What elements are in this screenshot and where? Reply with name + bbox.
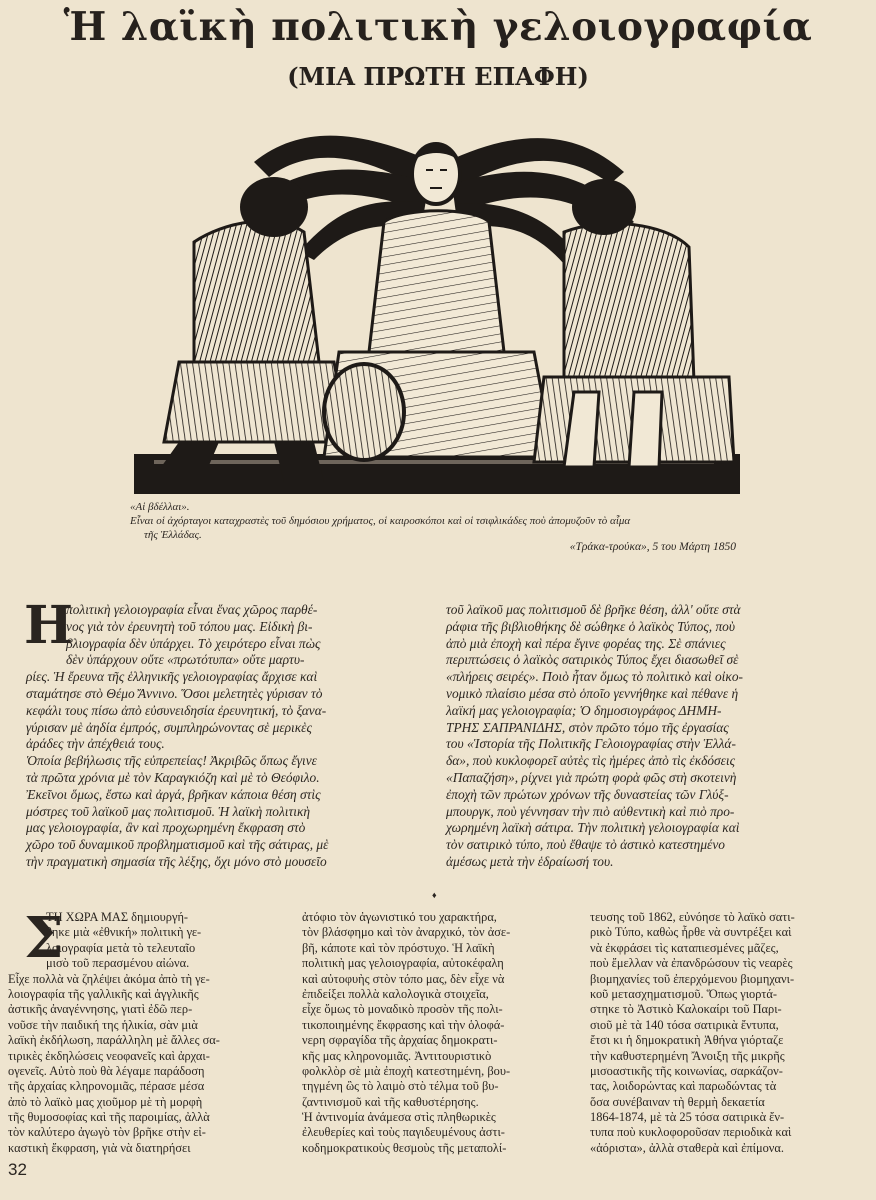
- text-line: τιρικὲς ἐκδηλώσεις νεοφανεῖς καὶ ἀρχαι-: [8, 1048, 210, 1063]
- article-subtitle: (ΜΙΑ ΠΡΩΤΗ ΕΠΑΦΗ): [287, 62, 589, 91]
- drop-cap: Η: [24, 595, 74, 656]
- text-line: νὰ ἐκφράσει τὶς καταπιεσμένες μᾶζες,: [590, 940, 779, 955]
- text-line: μας γελοιογραφία, ἂν καὶ προχωρημένη ἔκφραση στὸ: [26, 820, 306, 836]
- text-line: ἀτόφιο τὸν ἀγωνιστικό του χαρακτήρα,: [302, 910, 497, 924]
- text-line: τὸν καλύτερο ἀγωγὸ τὸν βρῆκε στὴν εἰ-: [8, 1125, 206, 1140]
- text-line: τὴν πραγματικὴ σημασία τῆς λέξης, ὄχι μόνο στὸ μουσεῖο: [26, 853, 327, 869]
- text-line: ογενεῖς. Αὐτὸ ποὺ θὰ λέγαμε παράδοση: [8, 1063, 205, 1078]
- text-line: ζαντινισμοῦ καὶ τῆς καθυστέρησης.: [302, 1094, 479, 1109]
- text-line: δὲν ὑπάρχουν οὔτε «πρωτότυπα» οὔτε μαρτυ-: [66, 652, 305, 668]
- text-line: νος γιὰ τὸν ἐρευνητὴ τοῦ τόπου μας. Εἰδικὴ βι-: [66, 618, 313, 634]
- text-line: πολιτικὴ μας γελοιογραφία, αὐτοκέφαλη: [302, 956, 504, 971]
- text-line: τικοποιημένης ἔκφρασης καὶ τὴν ὁλοφά-: [302, 1017, 505, 1032]
- text-line: δα», ποὺ κυκλοφορεῖ αὐτὲς τὶς ἡμέρες ἀπὸ τὶς ἐκδόσεις: [446, 753, 736, 769]
- text-line: κοῦ μετασχηματισμοῦ. Ὅπως γιορτά-: [590, 986, 778, 1001]
- text-line: βῆ, κάποτε καὶ τὸν πρόστυχο. Ἡ λαϊκὴ: [302, 940, 495, 955]
- text-line: νομικὸ πλαίσιο μέσα στὸ ὁποῖο γεννήθηκε καὶ πέθανε ἡ: [446, 685, 739, 701]
- text-line: μισοαστικῆς τῆς κοινωνίας, σαρκάζον-: [590, 1063, 783, 1078]
- text-line: ἀστικῆς ἀναγέννησης, γιατὶ ἐδῶ περ-: [8, 1002, 193, 1017]
- body-column-2: [302, 910, 582, 1156]
- text-line: τὸν βλάσφημο καὶ τὸν ἀναρχικό, τὸν ἀσε-: [302, 925, 511, 940]
- text-line: καὶ αὐτοφυὴς στὸν τόπο μας, δὲν εἶχε νὰ: [302, 971, 505, 986]
- text-line: Εἶχε πολλὰ νὰ ζηλέψει ἀκόμα ἀπὸ τὴ γε-: [8, 971, 210, 986]
- text-line: τοῦ λαϊκοῦ μας πολιτισμοῦ δὲ βρῆκε θέση, ἀλλ' οὔτε στὰ: [446, 602, 741, 617]
- text-line: καστικὴ ἔκφραση, γιὰ νὰ διατηρήσει: [8, 1140, 191, 1155]
- text-line: ΤΡΗΣ ΣΑΠΡΑΝΙΔΗΣ, στὸν πρῶτο τόμο τῆς ἐργασίας: [446, 719, 729, 735]
- text-line: χωρημένη λαϊκὴ σάτιρα. Τὴν πολιτικὴ γελοιογραφία καὶ: [446, 820, 740, 836]
- text-line: τηγμένη ὣς τὸ λαιμὸ στὸ τέλμα τοῦ βυ-: [302, 1079, 499, 1094]
- text-line: Ὁποία βεβήλωσις τῆς εὐπρεπείας! Ἀκριβῶς ὅπως ἔγινε: [26, 753, 317, 769]
- text-line: κῆς μας κληρονομιᾶς. Ἀντιτουριστικὸ: [302, 1048, 492, 1063]
- text-line: 1864-1874, μὲ τὰ 25 τόσα σατιρικὰ ἔν-: [590, 1110, 785, 1125]
- text-line: ΤΗ ΧΩΡΑ ΜΑΣ δημιουργή-: [46, 910, 189, 924]
- text-line: λοιογραφία μετὰ τὸ τελευταῖο: [46, 940, 196, 955]
- text-line: «ἀόριστα», ἀλλὰ σταθερὰ καὶ ἐπίμονα.: [590, 1140, 784, 1155]
- text-line: γύρισαν μὲ ἀηδία ἐμπρός, συμπληρώνοντας σὲ μερικὲς: [26, 719, 312, 735]
- text-line: ἀράδες τὴν ἀπέχθειά τους.: [26, 736, 165, 752]
- text-line: μπουργκ, ποὺ γέννησαν τὴν πιὸ αὐθεντικὴ καὶ πιὸ προ-: [446, 803, 735, 819]
- text-line: μόστρες τοῦ λαϊκοῦ μας πολιτισμοῦ. Ἡ λαϊκὴ πολιτικὴ: [26, 803, 311, 819]
- section-ornament-icon: ♦: [432, 890, 437, 900]
- article-title: Ἡ λαϊκὴ πολιτικὴ γελοιογραφία: [63, 4, 813, 50]
- text-line: σταμάτησε στὸ Θέμο Ἄννινο. Ὅσοι μελετητὲς γύρισαν τὸ: [26, 685, 323, 701]
- intro-column-right: [446, 602, 860, 871]
- text-line: φολκλὸρ σὲ μιὰ ἐποχὴ κατεστημένη, βου-: [302, 1063, 511, 1078]
- text-line: τῆς ἀρχαίας κληρονομιᾶς, πέρασε μέσα: [8, 1079, 205, 1094]
- text-line: «πλήρεις σειρές». Ποιὸ ἦταν ὅμως τὸ πολιτικὸ καὶ οἰκο-: [446, 669, 743, 685]
- text-line: κεφάλι τους πίσω ἀπὸ εὐσυνειδησία ἐρευνητική, τὸ ξανα-: [26, 702, 327, 718]
- caption-line: «Αἱ βδέλλαι».: [130, 501, 190, 513]
- text-line: λαϊκὴ ἐκδήλωση, παράλληλη μὲ ἄλλες σα-: [8, 1033, 220, 1048]
- text-line: ἀμέσως μετὰ τὴν ἑδραίωσή του.: [446, 853, 614, 869]
- text-line: ρικὸ Τύπο, καθὼς ἦρθε νὰ συντρέξει καὶ: [590, 925, 792, 940]
- text-line: τὴν καθυστερημένη Ἄνοιξη τῆς μικρῆς: [590, 1048, 785, 1063]
- text-line: ἐποχὴ τῶν πρώτων χρόνων τῆς δυναστείας τῶν Γλύξ-: [446, 786, 729, 802]
- text-line: τευσης τοῦ 1862, εὐνόησε τὸ λαϊκὸ σατι-: [590, 910, 795, 924]
- text-line: του «Ἱστορία τῆς Πολιτικῆς Γελοιογραφίας στὴν Ἑλλά-: [446, 736, 736, 752]
- figure-source: «Τράκα-τρούκα», 5 του Μάρτη 1850: [569, 541, 736, 553]
- text-line: τὰ πρῶτα χρόνια μὲ τὸν Καραγκιόζη καὶ μὲ τὸ Θεόφιλο.: [26, 769, 320, 785]
- text-line: εἶχε ὅμως τὸ μοναδικὸ προσὸν τῆς πολι-: [302, 1002, 503, 1017]
- text-line: ὅσα συνέβαιναν τὴ θερμὴ δεκαετία: [590, 1094, 765, 1109]
- text-line: τας, λοιδορώντας καὶ παρωδώντας τὰ: [590, 1079, 777, 1094]
- text-line: ποὺ ἔμελλαν νὰ ἐπανδρώσουν τὶς νεαρὲς: [590, 956, 793, 971]
- text-line: ἐπιδείξει πολλὰ καλολογικὰ στοιχεῖα,: [302, 986, 489, 1001]
- drop-cap: Σ: [24, 905, 64, 971]
- text-line: ρίες. Ἡ ἔρευνα τῆς ἑλληνικῆς γελοιογραφίας ἄρχισε καὶ: [26, 669, 318, 685]
- text-line: τυπα ποὺ κυκλοφοροῦσαν περιοδικὰ καὶ: [590, 1125, 792, 1140]
- text-line: στηκε τὸ Ἀστικὸ Καλοκαίρι τοῦ Παρι-: [590, 1002, 782, 1017]
- text-line: σιοῦ μὲ τὰ 140 τόσα σατιρικὰ ἔντυπα,: [590, 1017, 779, 1032]
- caption-line: τῆς Ἑλλάδας.: [144, 529, 202, 541]
- text-line: ἀπὸ μιὰ ἐποχὴ καὶ πέρα ἔγινε φορέας της. Σὲ σπάνιες: [446, 635, 726, 651]
- text-line: νερη σφραγίδα τῆς ἀρχαίας δημοκρατι-: [302, 1033, 498, 1048]
- figure-caption: [130, 500, 770, 542]
- text-line: κοδημοκρατικοὺς θεσμοὺς τῆς μεταπολί-: [302, 1140, 507, 1155]
- text-line: ράφια τῆς βιβλιοθήκης δὲ σώθηκε ὁ λαϊκὸς Τύπος, ποὺ: [446, 618, 736, 634]
- text-line: μισὸ τοῦ περασμένου αἰώνα.: [46, 956, 190, 971]
- text-line: βλιογραφία δὲν ὑπάρχει. Τὸ χειρότερο εἶναι πὼς: [66, 635, 321, 651]
- text-line: λοιογραφία τῆς γαλλικῆς καὶ ἀγγλικῆς: [8, 986, 199, 1001]
- text-line: ἐλευθερίες καὶ τοὺς παγιδευμένους ἀστι-: [302, 1125, 505, 1140]
- text-line: ἀπὸ τὸ λαϊκὸ μας χιοῦμορ μὲ τὴ μορφὴ: [8, 1094, 203, 1109]
- text-line: θηκε μιὰ «ἐθνική» πολιτικὴ γε-: [46, 925, 202, 940]
- text-line: πολιτικὴ γελοιογραφία εἶναι ἕνας χῶρος παρθέ-: [66, 602, 318, 617]
- text-line: Ἐκεῖνοι ὅμως, ἔστω καὶ ἀργά, βρῆκαν κάποια θέση στὶς: [26, 786, 321, 802]
- text-line: περιπτώσεις ὁ λαϊκὸς σατιρικὸς Τύπος ἔχει διασωθεῖ σὲ: [446, 652, 739, 668]
- text-line: χῶρο τοῦ δυναμικοῦ προβληματισμοῦ καὶ τῆς σάτιρας, μὲ: [26, 837, 329, 853]
- text-line: βιομηχανίες τοῦ ἐπερχόμενου βιομηχανι-: [590, 971, 795, 986]
- text-line: ἔτσι κι ἡ δημοκρατικὴ Ἀθήνα γιόρταζε: [590, 1033, 784, 1048]
- text-line: τὸν σατιρικὸ τύπο, ποὺ ἔθαψε τὸ ἀστικὸ κατεστημένο: [446, 837, 725, 853]
- body-column-3: [590, 910, 866, 1156]
- text-line: Ἡ ἀντινομία ἀνάμεσα στὶς πληθωρικὲς: [302, 1110, 496, 1125]
- intro-column-left: [24, 595, 430, 871]
- caption-line: Εἶναι οἱ ἀχόρταγοι καταχραστὲς τοῦ δημόσιου χρήματος, οἱ καιροσκόποι καὶ οἱ τσιφλικάδες ποὺ ἀπομυζοῦν τὸ αἷμα: [130, 515, 631, 527]
- woodcut-illustration: [134, 122, 740, 494]
- body-column-1: [8, 905, 288, 1156]
- page-number: 32: [8, 1160, 27, 1179]
- text-line: τῆς θυμοσοφίας καὶ τῆς παροιμίας, ἀλλὰ: [8, 1110, 210, 1125]
- text-line: «Παπαζήση», ρίχνει γιὰ πρώτη φορὰ φῶς στὴ σκοτεινὴ: [446, 769, 737, 785]
- text-line: λαϊκή μας γελοιογραφία; Ὁ δημοσιογράφος ΔΗΜΗ-: [446, 702, 722, 718]
- text-line: νοῦσε τὴν παιδική της ἡλικία, σὰν μιὰ: [8, 1017, 198, 1032]
